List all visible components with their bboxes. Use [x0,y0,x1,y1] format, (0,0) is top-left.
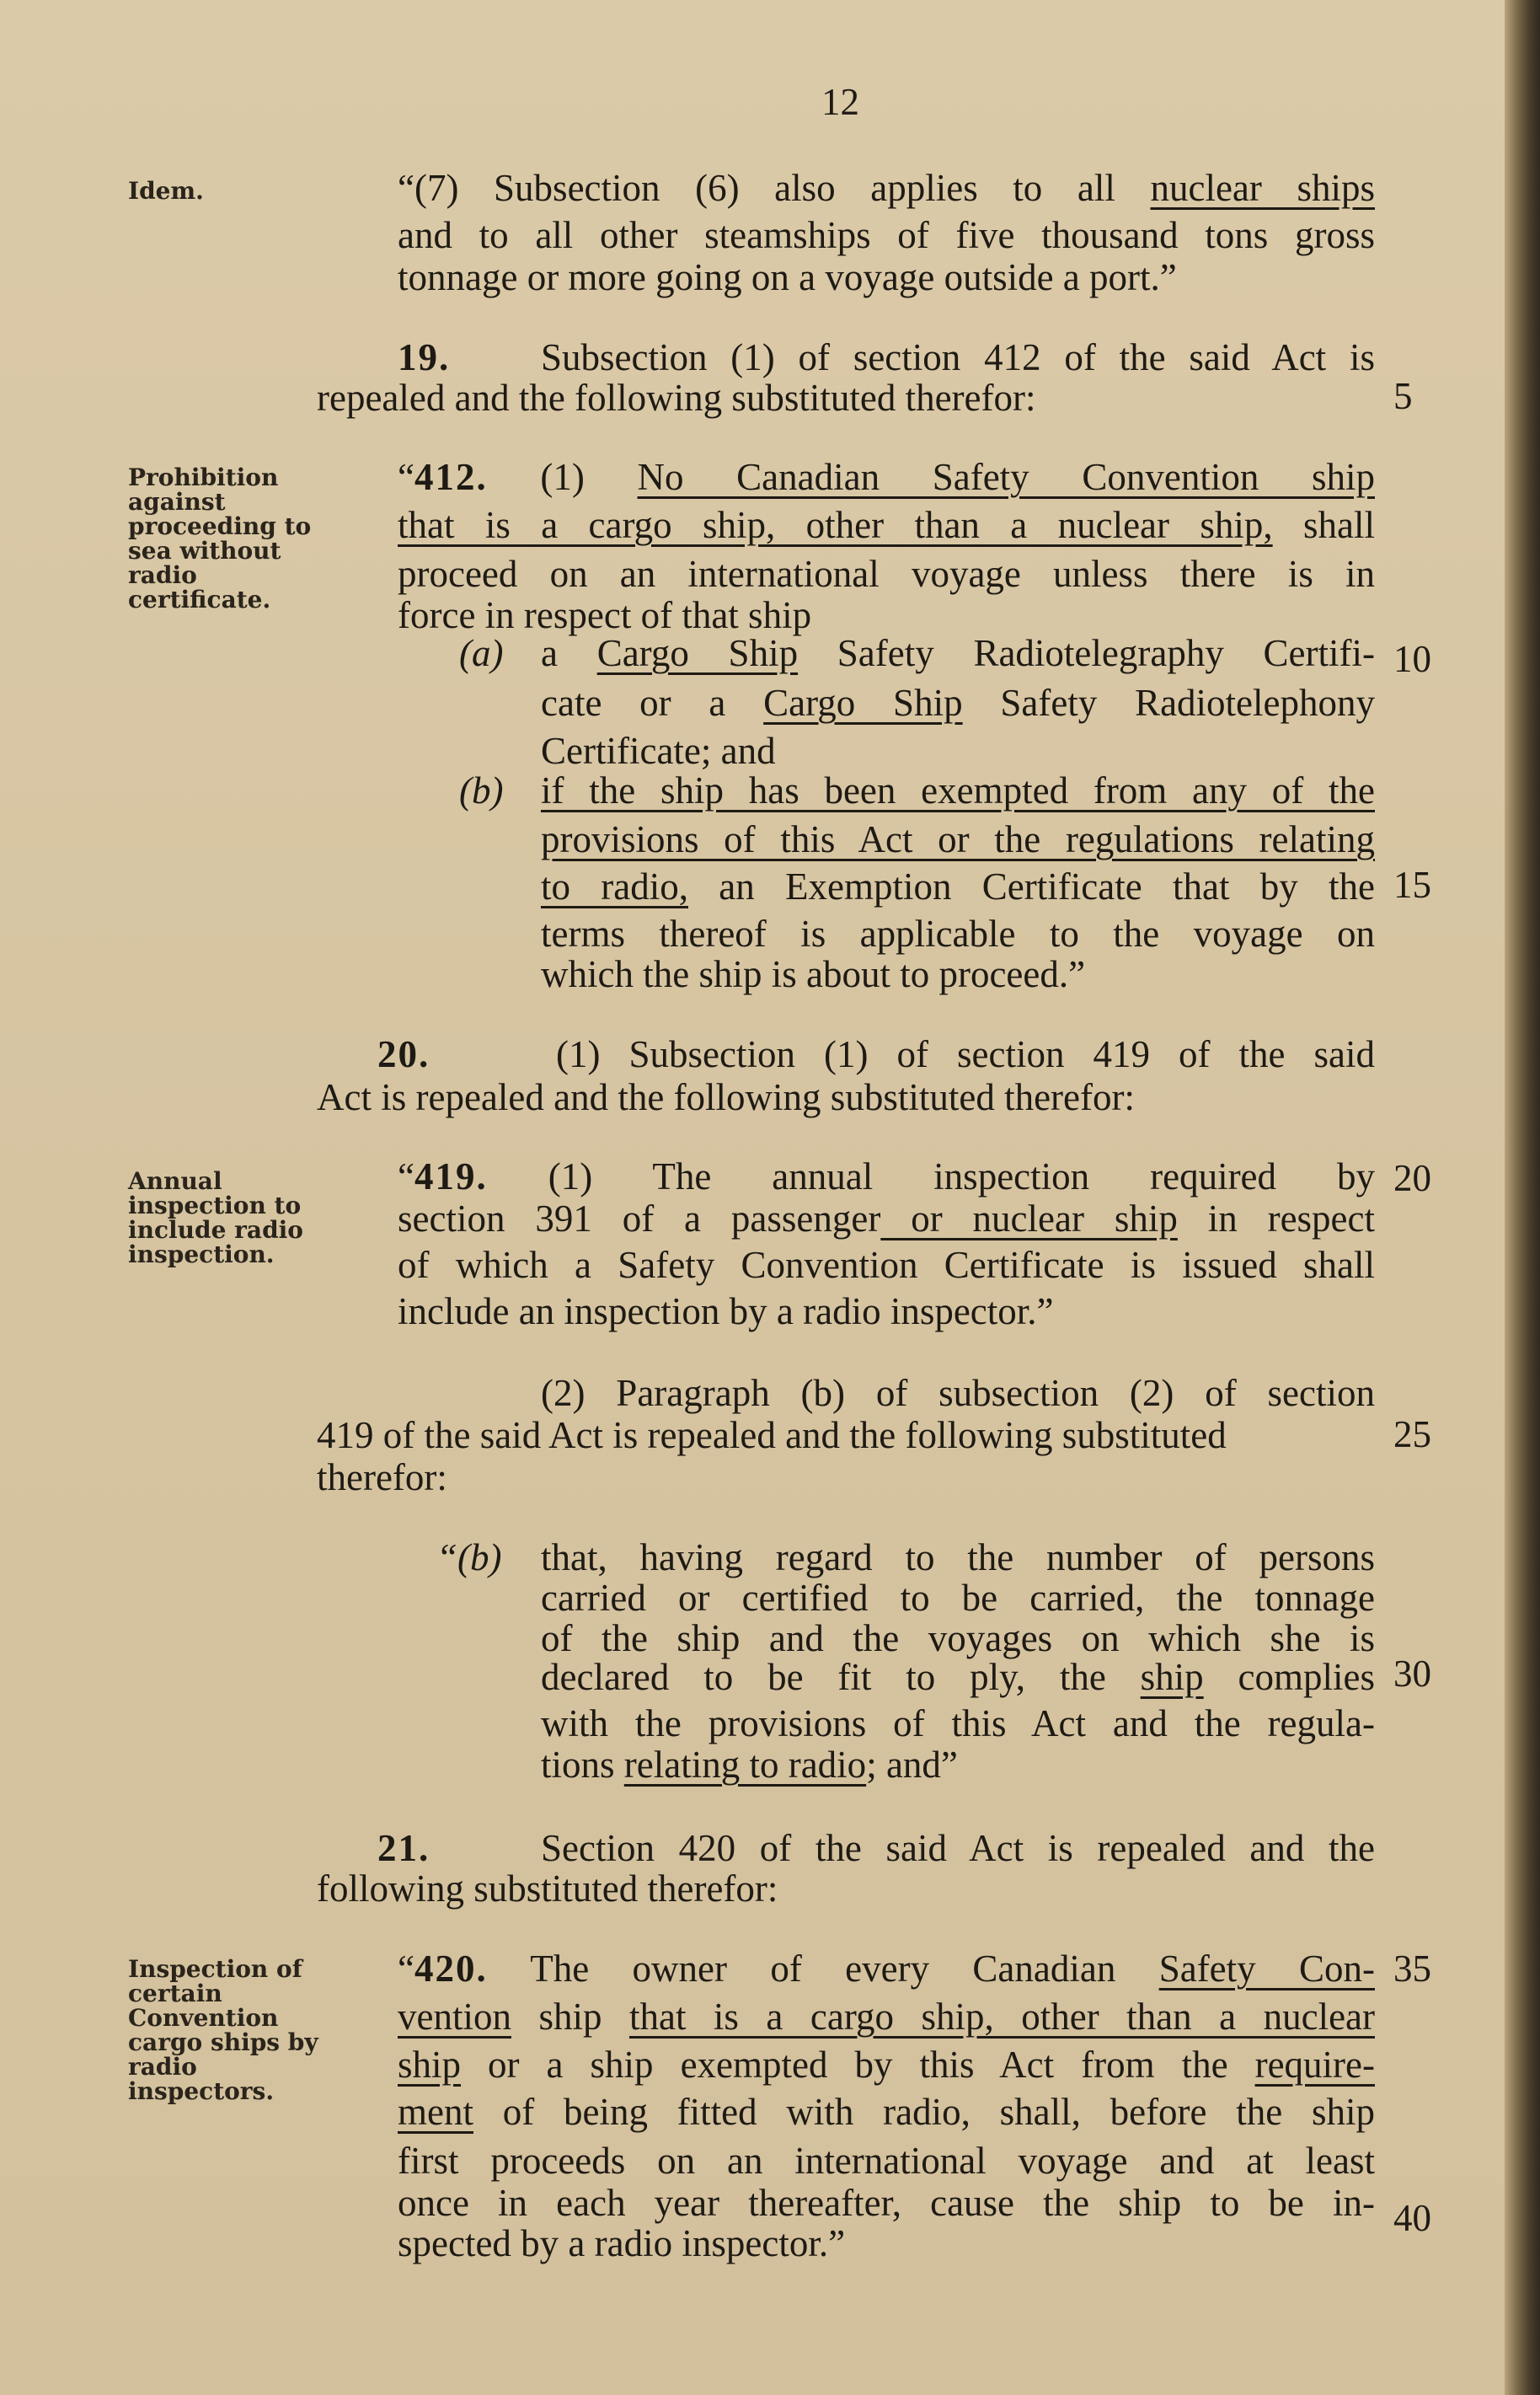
margin-note-prohibition: Prohibition against proceeding to sea without radio certificate. [128,463,312,613]
item-label: (a) [459,632,504,674]
paragraph-line: with the provisions of this Act and the regula- [541,1702,1375,1744]
paragraph-line: which the ship is about to proceed.” [541,953,1086,995]
margin-note-annual-inspection: Annual inspection to include radio inspection. [128,1167,303,1268]
line-number: 25 [1393,1413,1431,1455]
paragraph-line: “412. (1) No Canadian Safety Convention ship [398,456,1375,498]
paragraph-line: Certificate; and [541,730,776,772]
paragraph-line: that is a cargo ship, other than a nuclear ship, shall [398,504,1375,546]
line-number: 10 [1393,638,1431,680]
margin-note-inspection-cargo-ships: Inspection of certain Convention cargo ships by radio inspectors. [128,1955,318,2105]
paragraph-line: repealed and the following substituted therefor: [317,377,1036,419]
paragraph-line: include an inspection by a radio inspector.” [398,1290,1054,1332]
paragraph-line: therefor: [317,1456,447,1498]
line-number: 40 [1393,2197,1431,2239]
section-number: 19. [398,336,451,378]
paragraph-line: a Cargo Ship Safety Radiotelegraphy Certifi- [541,632,1375,674]
paragraph-line: “419. (1) The annual inspection required by [398,1155,1375,1198]
book-spine-edge [1505,0,1540,2395]
paragraph-line: Act is repealed and the following substituted therefor: [317,1076,1135,1118]
paragraph-line: vention ship that is a cargo ship, other than a nuclear [398,1996,1375,2038]
paragraph-line: “(7) Subsection (6) also applies to all nuclear ships [398,167,1375,209]
paragraph-line: provisions of this Act or the regulations relating [541,818,1375,860]
paragraph-line: tions relating to radio; and” [541,1744,958,1786]
paragraph-line: Subsection (1) of section 412 of the said Act is [541,336,1375,378]
paragraph-line: to radio, an Exemption Certificate that by the [541,865,1375,908]
paragraph-line: ship or a ship exempted by this Act from the require- [398,2044,1375,2086]
line-number: 30 [1393,1653,1431,1695]
line-number: 20 [1393,1157,1431,1199]
paragraph-line: terms thereof is applicable to the voyage on [541,913,1375,955]
paragraph-line: (1) Subsection (1) of section 419 of the said [556,1033,1375,1075]
paragraph-line: once in each year thereafter, cause the ship to be in- [398,2182,1375,2224]
section-number: 21. [377,1827,430,1869]
line-number: 35 [1393,1948,1431,1990]
paragraph-line: tonnage or more going on a voyage outside a port.” [398,256,1177,298]
paragraph-line: and to all other steamships of five thousand tons gross [398,214,1375,256]
paragraph-line: (2) Paragraph (b) of subsection (2) of section [541,1372,1375,1414]
paragraph-line: spected by a radio inspector.” [398,2222,846,2264]
line-number: 15 [1393,864,1431,906]
item-label: (b) [459,769,504,812]
paragraph-line: declared to be fit to ply, the ship complies [541,1656,1375,1698]
paragraph-line: carried or certified to be carried, the tonnage [541,1577,1375,1619]
paragraph-line: force in respect of that ship [398,594,812,636]
item-label: “(b) [436,1536,502,1578]
paragraph-line: cate or a Cargo Ship Safety Radiotelephony [541,682,1375,724]
paragraph-line: first proceeds on an international voyage and at least [398,2140,1375,2182]
paragraph-line: of which a Safety Convention Certificate is issued shall [398,1244,1375,1286]
page-number: 12 [821,81,859,123]
paragraph-line: proceed on an international voyage unless there is in [398,553,1375,595]
paragraph-line: “420. The owner of every Canadian Safety Con- [398,1948,1375,1990]
paragraph-line: if the ship has been exempted from any of the [541,769,1375,812]
paragraph-line: following substituted therefor: [317,1867,778,1910]
paragraph-line: Section 420 of the said Act is repealed and the [541,1827,1375,1869]
paragraph-line: of the ship and the voyages on which she is [541,1617,1375,1659]
line-number: 5 [1393,375,1413,417]
paragraph-line: that, having regard to the number of persons [541,1536,1375,1578]
section-number: 20. [377,1033,430,1075]
paragraph-line: section 391 of a passenger or nuclear ship in respect [398,1198,1375,1240]
margin-note-idem: Idem. [128,177,204,205]
paragraph-line: 419 of the said Act is repealed and the following substituted [317,1414,1227,1456]
paragraph-line: ment of being fitted with radio, shall, before the ship [398,2091,1375,2133]
